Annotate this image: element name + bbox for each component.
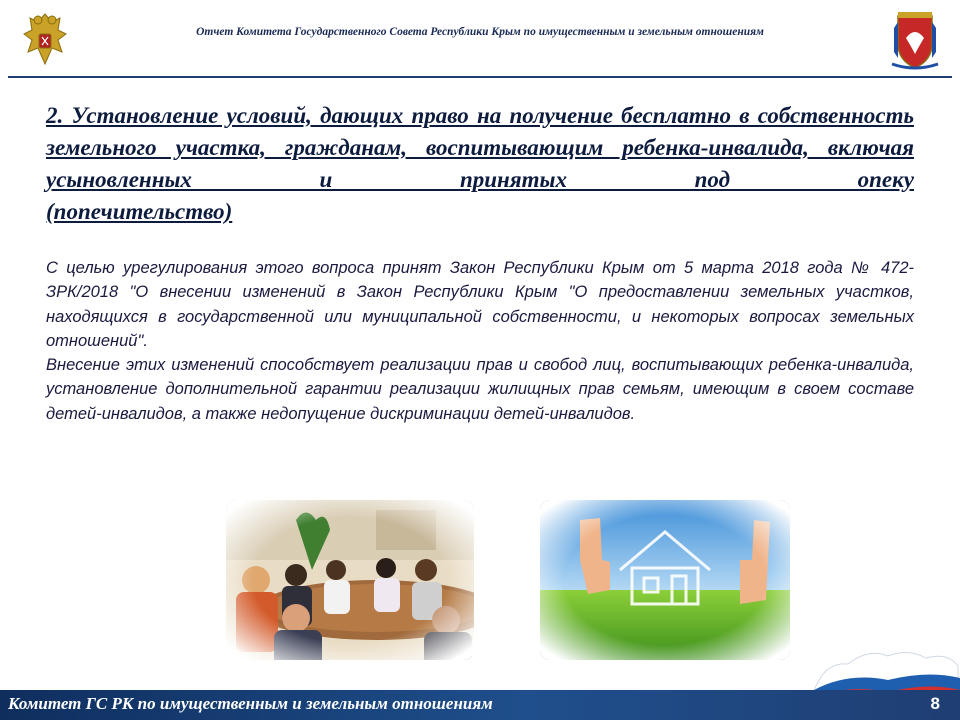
crimea-coat-of-arms-icon xyxy=(888,8,942,72)
slide-body xyxy=(46,256,914,426)
body-paragraph-2: Внесение этих изменений способствует реализации прав и свобод лиц, воспитывающих ребенка-инвалида, установление дополнительной гарантии реализации жилищных прав семьям, имеющим в своем составе детей-инвалидов, а также недопущение дискриминации детей-инвалидов. xyxy=(46,356,914,423)
house-hands-photo xyxy=(540,500,790,660)
footer-committee-name: Комитет ГС РК по имущественным и земельным отношениям xyxy=(8,694,493,713)
body-paragraph-1: С целью урегулирования этого вопроса принят Закон Республики Крым от 5 марта 2018 года № 472-ЗРК/2018 "О внесении изменений в Закон Республики Крым "О предоставлении земельных участков, находящихся в государственной или муниципальной собственности, и некоторых вопросах земельных отношений". xyxy=(46,259,914,350)
heading-main: 2. Установление условий, дающих право на получение бесплатно в собственность земельного участка, гражданам, воспитывающим ребенка-инвалида, включая усыновленных и принятых под опеку xyxy=(46,103,914,192)
slide-header xyxy=(0,0,960,82)
heading-last-line: (попечительство) xyxy=(46,199,233,224)
page-number: 8 xyxy=(930,694,940,713)
header-title: Отчет Комитета Государственного Совета Республики Крым по имущественным и земельным отношениям xyxy=(196,26,764,38)
russia-coat-of-arms-icon xyxy=(18,8,72,72)
header-divider xyxy=(8,76,952,78)
meeting-photo xyxy=(226,500,474,660)
slide-heading xyxy=(46,100,914,228)
